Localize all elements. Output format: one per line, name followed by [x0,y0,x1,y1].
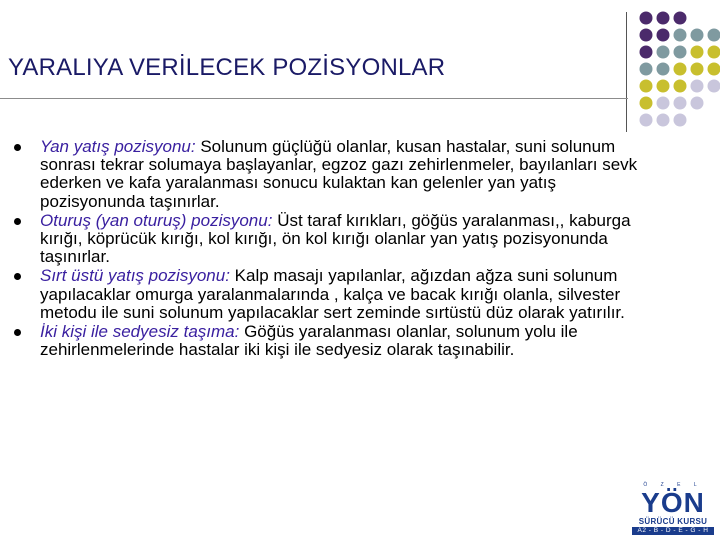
bullet-text: Solunum güçlüğü olanlar, kusan hastalar, suni solunum sonrası tekrar solumaya başlayanlar, egzoz gazı zehirlenmeler, bayılanları sevk ederken ve kafa yaralanması sonucu kulaktan kan gelenler yan yatış pozisyonunda taşınırlar. [40,137,638,211]
bullet-list [14,138,654,360]
decor-dot [640,46,653,59]
decor-dot [674,12,687,25]
decor-dot [674,29,687,42]
decor-dot [640,97,653,110]
bullet-label: Oturuş (yan oturuş) pozisyonu: [40,210,273,230]
decor-dot [657,97,670,110]
decor-dot [708,80,720,93]
vertical-divider [626,12,627,132]
decor-dot [640,114,653,127]
bullet-dot-icon [14,273,21,280]
decor-dot [691,97,704,110]
decor-dot [657,114,670,127]
logo-subtitle: SÜRÜCÜ KURSU [638,517,708,526]
decor-dot [657,29,670,42]
decor-dot [674,63,687,76]
decor-dot [640,80,653,93]
decor-dot [674,114,687,127]
decor-dot [674,97,687,110]
decor-dot [708,63,720,76]
decor-dot [691,63,704,76]
decor-dot [691,80,704,93]
slide-title: YARALIYA VERİLECEK POZİSYONLAR [8,54,446,81]
decor-dot [691,29,704,42]
decor-dot [708,29,720,42]
yon-logo [628,482,718,536]
bullet-item [14,138,654,211]
decor-dot [640,63,653,76]
bullet-label: Sırt üstü yatış pozisyonu: [40,266,230,286]
decor-dot [640,12,653,25]
decor-dot [657,46,670,59]
title-divider [0,98,628,99]
bullet-item [14,212,654,267]
bullet-dot-icon [14,144,21,151]
bullet-item [14,267,654,322]
logo-top-letters: Ö Z E L [643,482,703,488]
decor-dot [657,80,670,93]
logo-classes: A2 - B - D - E - G - H [632,527,714,535]
bullet-dot-icon [14,329,21,336]
decor-dot [674,80,687,93]
bullet-dot-icon [14,218,21,225]
bullet-label: İki kişi ile sedyesiz taşıma: [40,322,240,342]
bullet-text: Göğüs yaralanması olanlar, solunum yolu ile zehirlenmelerinde hastalar iki kişi ile sedyesiz olarak taşınabilir. [40,322,578,360]
bullet-text: Üst taraf kırıkları, göğüs yaralanması,, kaburga kırığı, köprücük kırığı, kol kırığı, ön kol kırığı olanlar yan yatış pozisyonunda taşınırlar. [40,210,631,267]
decor-dot [708,46,720,59]
bullet-item [14,323,654,359]
decor-dot [657,12,670,25]
bullet-label: Yan yatış pozisyonu: [40,137,196,156]
decor-dot [674,46,687,59]
decor-dot [691,46,704,59]
bullet-text: Kalp masajı yapılanlar, ağızdan ağza suni solunum yapılacaklar omurga yaralanmalarında , kalça ve bacak kırığı olanla, silvester metodu ile suni solunum yapılacaklar sert zeminde sırtüstü düz olarak yatırılır. [40,266,625,322]
decor-dot [657,63,670,76]
logo-brand: YÖN [641,487,705,518]
decor-dot [640,29,653,42]
